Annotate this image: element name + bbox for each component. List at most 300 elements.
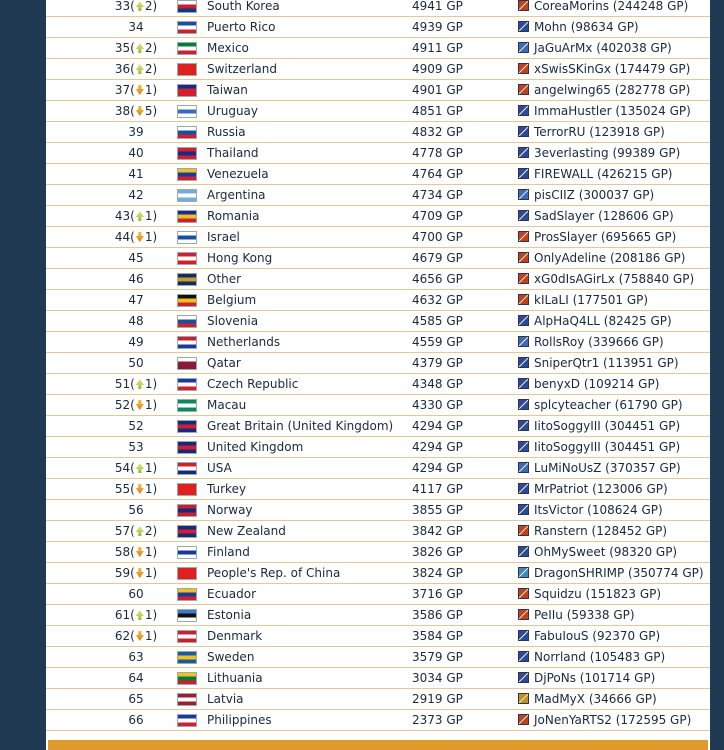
rank-down-icon bbox=[136, 631, 144, 641]
rank-cell bbox=[86, 143, 186, 163]
top-player-link[interactable]: RollsRoy (339666 GP) bbox=[534, 335, 664, 349]
top-player-link[interactable]: 3everlasting (99389 GP) bbox=[534, 146, 681, 160]
top-player-link[interactable]: MadMyX (34666 GP) bbox=[534, 692, 657, 706]
rank-number: 46 bbox=[128, 272, 144, 286]
table-row bbox=[46, 542, 710, 563]
rank-number: 65 bbox=[128, 692, 144, 706]
table-row bbox=[46, 374, 710, 395]
country-name[interactable]: People's Rep. of China bbox=[207, 566, 341, 580]
rank-cell bbox=[86, 164, 186, 184]
country-gp: 4909 GP bbox=[412, 62, 463, 76]
country-flag-icon bbox=[177, 84, 197, 97]
rank-change: 1 bbox=[144, 566, 153, 580]
top-player-link[interactable]: OhMySweet (98320 GP) bbox=[534, 545, 678, 559]
country-name[interactable]: Norway bbox=[207, 503, 253, 517]
rank-cell bbox=[86, 584, 186, 604]
country-name[interactable]: Great Britain (United Kingdom) bbox=[207, 419, 394, 433]
country-flag-icon bbox=[177, 210, 197, 223]
rank-up-icon bbox=[136, 526, 144, 536]
country-name[interactable]: USA bbox=[207, 461, 232, 475]
rank-cell: 33( 2) bbox=[114, 0, 158, 13]
rank-cell bbox=[86, 17, 186, 37]
top-player-link[interactable]: JaGuArMx (402038 GP) bbox=[534, 41, 672, 55]
player-rank-icon bbox=[518, 0, 529, 11]
country-name[interactable]: Latvia bbox=[207, 692, 244, 706]
table-row bbox=[46, 479, 710, 500]
rank-down-icon bbox=[136, 232, 144, 242]
rank-number: 40 bbox=[128, 146, 144, 160]
rank-change: 1 bbox=[144, 461, 153, 475]
rank-number: 52 bbox=[114, 398, 131, 412]
rank-cell: 44( 1) bbox=[114, 230, 158, 244]
rank-number: 49 bbox=[128, 335, 144, 349]
country-gp: 3842 GP bbox=[412, 524, 463, 538]
table-row bbox=[46, 647, 710, 668]
rank-cell bbox=[86, 689, 186, 709]
country-flag-icon bbox=[177, 630, 197, 643]
rank-cell: 54( 1) bbox=[114, 461, 158, 475]
top-player-link[interactable]: ProsSlayer (695665 GP) bbox=[534, 230, 677, 244]
rank-number: 51 bbox=[114, 377, 131, 391]
rank-down-icon bbox=[136, 106, 144, 116]
rank-change: 2 bbox=[144, 62, 153, 76]
rank-number: 59 bbox=[114, 566, 131, 580]
country-gp: 3824 GP bbox=[412, 566, 463, 580]
country-gp: 4294 GP bbox=[412, 461, 463, 475]
rank-cell bbox=[86, 710, 186, 730]
top-player-link[interactable]: SniperQtr1 (113951 GP) bbox=[534, 356, 679, 370]
table-row bbox=[46, 458, 710, 479]
table-row bbox=[46, 353, 710, 374]
country-name[interactable]: Switzerland bbox=[207, 62, 277, 76]
rank-cell bbox=[86, 647, 186, 667]
country-gp: 4939 GP bbox=[412, 20, 463, 34]
rank-number: 47 bbox=[128, 293, 144, 307]
player-rank-icon bbox=[518, 168, 529, 179]
player-rank-icon bbox=[518, 525, 529, 536]
country-gp: 4330 GP bbox=[412, 398, 463, 412]
rank-up-icon bbox=[136, 379, 144, 389]
country-name[interactable]: Lithuania bbox=[207, 671, 263, 685]
country-gp: 4764 GP bbox=[412, 167, 463, 181]
country-name[interactable]: Venezuela bbox=[207, 167, 269, 181]
country-name[interactable]: Qatar bbox=[207, 356, 241, 370]
rank-change: 1 bbox=[144, 398, 153, 412]
table-row bbox=[46, 38, 710, 59]
country-gp: 3716 GP bbox=[412, 587, 463, 601]
rank-down-icon bbox=[136, 400, 144, 410]
country-flag-icon bbox=[177, 714, 197, 727]
rank-down-icon bbox=[136, 484, 144, 494]
country-name[interactable]: Russia bbox=[207, 125, 246, 139]
table-row bbox=[46, 500, 710, 521]
table-row bbox=[46, 626, 710, 647]
rank-up-icon bbox=[136, 64, 144, 74]
country-name[interactable]: New Zealand bbox=[207, 524, 286, 538]
country-flag-icon bbox=[177, 588, 197, 601]
country-flag-icon bbox=[177, 105, 197, 118]
rank-cell bbox=[86, 353, 186, 373]
country-name[interactable]: Belgium bbox=[207, 293, 257, 307]
country-gp: 4379 GP bbox=[412, 356, 463, 370]
country-flag-icon bbox=[177, 483, 197, 496]
rankings-list bbox=[46, 0, 710, 731]
country-gp: 4851 GP bbox=[412, 104, 463, 118]
country-flag-icon bbox=[177, 567, 197, 580]
rank-cell: 55( 1) bbox=[114, 482, 158, 496]
table-row bbox=[46, 80, 710, 101]
country-flag-icon bbox=[177, 609, 197, 622]
country-gp: 3584 GP bbox=[412, 629, 463, 643]
country-name[interactable]: Sweden bbox=[207, 650, 255, 664]
rank-up-icon bbox=[136, 463, 144, 473]
country-gp: 4911 GP bbox=[412, 41, 463, 55]
country-name[interactable]: Uruguay bbox=[207, 104, 258, 118]
country-name[interactable]: Mexico bbox=[207, 41, 249, 55]
rank-change: 2 bbox=[144, 524, 153, 538]
country-flag-icon bbox=[177, 651, 197, 664]
rank-cell: 36( 2) bbox=[114, 62, 158, 76]
rank-number: 56 bbox=[128, 503, 144, 517]
rank-number: 39 bbox=[128, 125, 144, 139]
rank-cell bbox=[86, 500, 186, 520]
player-rank-icon bbox=[518, 567, 529, 578]
top-player-link[interactable]: PeIIu (59338 GP) bbox=[534, 608, 635, 622]
rank-number: 41 bbox=[128, 167, 144, 181]
table-row bbox=[46, 122, 710, 143]
top-player-link[interactable]: SadSlayer (128606 GP) bbox=[534, 209, 674, 223]
country-flag-icon bbox=[177, 42, 197, 55]
country-flag-icon bbox=[177, 546, 197, 559]
table-row bbox=[46, 416, 710, 437]
rank-change: 1 bbox=[144, 608, 153, 622]
country-gp: 4901 GP bbox=[412, 83, 463, 97]
country-name[interactable]: Denmark bbox=[207, 629, 263, 643]
rank-cell bbox=[86, 437, 186, 457]
country-gp: 4679 GP bbox=[412, 251, 463, 265]
rank-change: 2 bbox=[144, 0, 153, 13]
table-row bbox=[46, 521, 710, 542]
player-rank-icon bbox=[518, 231, 529, 242]
country-flag-icon bbox=[177, 672, 197, 685]
country-flag-icon bbox=[177, 168, 197, 181]
rank-change: 1 bbox=[144, 230, 153, 244]
top-player-link[interactable]: IitoSoggyIII (304451 GP) bbox=[534, 419, 681, 433]
rank-number: 52 bbox=[128, 419, 144, 433]
country-flag-icon bbox=[177, 126, 197, 139]
country-gp: 4348 GP bbox=[412, 377, 463, 391]
rank-cell bbox=[86, 311, 186, 331]
country-name[interactable]: South Korea bbox=[207, 0, 280, 13]
footer-bar bbox=[48, 740, 708, 750]
country-name[interactable]: Philippines bbox=[207, 713, 272, 727]
rank-cell: 43( 1) bbox=[114, 209, 158, 223]
player-rank-icon bbox=[518, 651, 529, 662]
country-gp: 4734 GP bbox=[412, 188, 463, 202]
rank-number: 33 bbox=[114, 0, 131, 13]
country-gp: 4778 GP bbox=[412, 146, 463, 160]
top-player-link[interactable]: CoreaMorins (244248 GP) bbox=[534, 0, 689, 13]
table-row bbox=[46, 101, 710, 122]
country-gp: 4656 GP bbox=[412, 272, 463, 286]
country-flag-icon bbox=[177, 231, 197, 244]
rank-number: 62 bbox=[114, 629, 131, 643]
country-name[interactable]: Estonia bbox=[207, 608, 252, 622]
country-gp: 4559 GP bbox=[412, 335, 463, 349]
rank-change: 2 bbox=[144, 41, 153, 55]
top-player-link[interactable]: Squidzu (151823 GP) bbox=[534, 587, 662, 601]
table-row bbox=[46, 605, 710, 626]
rank-number: 64 bbox=[128, 671, 144, 685]
table-row bbox=[46, 143, 710, 164]
rankings-panel bbox=[46, 0, 710, 750]
rank-cell bbox=[86, 269, 186, 289]
table-row bbox=[46, 710, 710, 731]
rank-number: 61 bbox=[114, 608, 131, 622]
table-row bbox=[46, 59, 710, 80]
country-flag-icon bbox=[177, 315, 197, 328]
table-row bbox=[46, 269, 710, 290]
country-flag-icon bbox=[177, 0, 197, 13]
country-flag-icon bbox=[177, 462, 197, 475]
country-flag-icon bbox=[177, 525, 197, 538]
player-rank-icon bbox=[518, 483, 529, 494]
player-rank-icon bbox=[518, 252, 529, 263]
country-flag-icon bbox=[177, 378, 197, 391]
country-name[interactable]: Puerto Rico bbox=[207, 20, 276, 34]
rank-up-icon bbox=[136, 211, 144, 221]
rank-number: 66 bbox=[128, 713, 144, 727]
player-rank-icon bbox=[518, 126, 529, 137]
country-flag-icon bbox=[177, 252, 197, 265]
rank-cell bbox=[86, 290, 186, 310]
rank-cell bbox=[86, 248, 186, 268]
top-player-link[interactable]: kILaLI (177501 GP) bbox=[534, 293, 649, 307]
table-row bbox=[46, 17, 710, 38]
player-rank-icon bbox=[518, 336, 529, 347]
player-rank-icon bbox=[518, 441, 529, 452]
rank-number: 44 bbox=[114, 230, 131, 244]
top-player-link[interactable]: FIREWALL (426215 GP) bbox=[534, 167, 673, 181]
top-player-link[interactable]: splcyteacher (61790 GP) bbox=[534, 398, 683, 412]
country-name[interactable]: Argentina bbox=[207, 188, 266, 202]
rank-number: 55 bbox=[114, 482, 131, 496]
player-rank-icon bbox=[518, 693, 529, 704]
rank-down-icon bbox=[136, 85, 144, 95]
country-name[interactable]: Macau bbox=[207, 398, 247, 412]
rank-number: 34 bbox=[128, 20, 144, 34]
country-name[interactable]: Turkey bbox=[207, 482, 247, 496]
top-player-link[interactable]: FabuIouS (92370 GP) bbox=[534, 629, 661, 643]
table-row bbox=[46, 437, 710, 458]
country-gp: 3579 GP bbox=[412, 650, 463, 664]
rank-change: 1 bbox=[144, 545, 153, 559]
table-row bbox=[46, 290, 710, 311]
country-name[interactable]: Other bbox=[207, 272, 242, 286]
country-name[interactable]: Finland bbox=[207, 545, 250, 559]
rank-number: 42 bbox=[128, 188, 144, 202]
top-player-link[interactable]: benyxD (109214 GP) bbox=[534, 377, 660, 391]
rank-number: 54 bbox=[114, 461, 131, 475]
country-gp: 4700 GP bbox=[412, 230, 463, 244]
rank-number: 57 bbox=[114, 524, 131, 538]
player-rank-icon bbox=[518, 105, 529, 116]
rank-number: 53 bbox=[128, 440, 144, 454]
country-gp: 3034 GP bbox=[412, 671, 463, 685]
player-rank-icon bbox=[518, 357, 529, 368]
player-rank-icon bbox=[518, 399, 529, 410]
table-row bbox=[46, 332, 710, 353]
top-player-link[interactable]: angelwing65 (282778 GP) bbox=[534, 83, 691, 97]
table-row bbox=[46, 185, 710, 206]
country-gp: 3826 GP bbox=[412, 545, 463, 559]
top-player-link[interactable]: IitoSoggyIII (304451 GP) bbox=[534, 440, 681, 454]
rank-cell bbox=[86, 668, 186, 688]
top-player-link[interactable]: JoNenYaRTS2 (172595 GP) bbox=[534, 713, 692, 727]
player-rank-icon bbox=[518, 84, 529, 95]
country-name[interactable]: United Kingdom bbox=[207, 440, 304, 454]
country-gp: 3586 GP bbox=[412, 608, 463, 622]
country-name[interactable]: Czech Republic bbox=[207, 377, 299, 391]
rank-cell: 59( 1) bbox=[114, 566, 158, 580]
player-rank-icon bbox=[518, 378, 529, 389]
top-player-link[interactable]: pisCIIZ (300037 GP) bbox=[534, 188, 655, 202]
top-player-link[interactable]: LuMiNoUsZ (370357 GP) bbox=[534, 461, 681, 475]
top-player-link[interactable]: ItsVictor (108624 GP) bbox=[534, 503, 663, 517]
rank-change: 1 bbox=[144, 377, 153, 391]
player-rank-icon bbox=[518, 210, 529, 221]
player-rank-icon bbox=[518, 315, 529, 326]
top-player-link[interactable]: Norrland (105483 GP) bbox=[534, 650, 666, 664]
rank-cell: 37( 1) bbox=[114, 83, 158, 97]
rank-up-icon bbox=[136, 1, 144, 11]
country-name[interactable]: Thailand bbox=[207, 146, 259, 160]
country-flag-icon bbox=[177, 420, 197, 433]
top-player-link[interactable]: MrPatriot (123006 GP) bbox=[534, 482, 668, 496]
top-player-link[interactable]: DjPoNs (101714 GP) bbox=[534, 671, 656, 685]
table-row bbox=[46, 0, 710, 17]
rank-cell bbox=[86, 416, 186, 436]
table-row bbox=[46, 395, 710, 416]
rank-number: 35 bbox=[114, 41, 131, 55]
player-rank-icon bbox=[518, 609, 529, 620]
player-rank-icon bbox=[518, 189, 529, 200]
rank-number: 38 bbox=[114, 104, 131, 118]
country-gp: 4294 GP bbox=[412, 440, 463, 454]
country-gp: 4632 GP bbox=[412, 293, 463, 307]
top-player-link[interactable]: OnlyAdeline (208186 GP) bbox=[534, 251, 686, 265]
country-flag-icon bbox=[177, 504, 197, 517]
player-rank-icon bbox=[518, 42, 529, 53]
player-rank-icon bbox=[518, 21, 529, 32]
country-flag-icon bbox=[177, 336, 197, 349]
rank-number: 48 bbox=[128, 314, 144, 328]
country-gp: 3855 GP bbox=[412, 503, 463, 517]
country-flag-icon bbox=[177, 357, 197, 370]
country-flag-icon bbox=[177, 63, 197, 76]
rank-change: 1 bbox=[144, 482, 153, 496]
top-player-link[interactable]: DragonSHRIMP (350774 GP) bbox=[534, 566, 704, 580]
top-player-link[interactable]: Ranstern (128452 GP) bbox=[534, 524, 668, 538]
country-gp: 4941 GP bbox=[412, 0, 463, 13]
country-name[interactable]: Slovenia bbox=[207, 314, 259, 328]
country-name[interactable]: Hong Kong bbox=[207, 251, 273, 265]
rank-number: 45 bbox=[128, 251, 144, 265]
country-flag-icon bbox=[177, 693, 197, 706]
country-name[interactable]: Ecuador bbox=[207, 587, 257, 601]
player-rank-icon bbox=[518, 714, 529, 725]
top-player-link[interactable]: TerrorRU (123918 GP) bbox=[534, 125, 665, 139]
country-flag-icon bbox=[177, 399, 197, 412]
top-player-link[interactable]: xG0dIsAGirLx (758840 GP) bbox=[534, 272, 695, 286]
rank-down-icon bbox=[136, 547, 144, 557]
rank-number: 37 bbox=[114, 83, 131, 97]
rank-number: 60 bbox=[128, 587, 144, 601]
country-gp: 4294 GP bbox=[412, 419, 463, 433]
rank-cell: 51( 1) bbox=[114, 377, 158, 391]
country-flag-icon bbox=[177, 273, 197, 286]
rank-cell: 35( 2) bbox=[114, 41, 158, 55]
player-rank-icon bbox=[518, 63, 529, 74]
rank-number: 43 bbox=[114, 209, 131, 223]
rank-cell bbox=[86, 122, 186, 142]
rank-cell: 57( 2) bbox=[114, 524, 158, 538]
country-flag-icon bbox=[177, 441, 197, 454]
table-row bbox=[46, 227, 710, 248]
country-gp: 2919 GP bbox=[412, 692, 463, 706]
player-rank-icon bbox=[518, 630, 529, 641]
country-name[interactable]: Romania bbox=[207, 209, 260, 223]
rank-change: 5 bbox=[144, 104, 153, 118]
rank-up-icon bbox=[136, 43, 144, 53]
rank-down-icon bbox=[136, 568, 144, 578]
rank-change: 1 bbox=[144, 629, 153, 643]
player-rank-icon bbox=[518, 672, 529, 683]
country-flag-icon bbox=[177, 21, 197, 34]
rank-cell bbox=[86, 185, 186, 205]
player-rank-icon bbox=[518, 294, 529, 305]
table-row bbox=[46, 584, 710, 605]
rank-cell: 61( 1) bbox=[114, 608, 158, 622]
top-player-link[interactable]: Mohn (98634 GP) bbox=[534, 20, 639, 34]
rank-cell: 62( 1) bbox=[114, 629, 158, 643]
table-row bbox=[46, 311, 710, 332]
rank-number: 63 bbox=[128, 650, 144, 664]
top-player-link[interactable]: AlpHaQ4LL (82425 GP) bbox=[534, 314, 672, 328]
table-row bbox=[46, 206, 710, 227]
rank-number: 58 bbox=[114, 545, 131, 559]
country-name[interactable]: Netherlands bbox=[207, 335, 281, 349]
player-rank-icon bbox=[518, 504, 529, 515]
country-gp: 4585 GP bbox=[412, 314, 463, 328]
country-name[interactable]: Taiwan bbox=[207, 83, 248, 97]
country-flag-icon bbox=[177, 294, 197, 307]
country-name[interactable]: Israel bbox=[207, 230, 240, 244]
top-player-link[interactable]: xSwisSKinGx (174479 GP) bbox=[534, 62, 691, 76]
player-rank-icon bbox=[518, 420, 529, 431]
top-player-link[interactable]: ImmaHustler (135024 GP) bbox=[534, 104, 691, 118]
player-rank-icon bbox=[518, 462, 529, 473]
rank-cell: 38( 5) bbox=[114, 104, 158, 118]
country-flag-icon bbox=[177, 189, 197, 202]
rank-number: 50 bbox=[128, 356, 144, 370]
country-flag-icon bbox=[177, 147, 197, 160]
table-row bbox=[46, 248, 710, 269]
table-row bbox=[46, 668, 710, 689]
country-gp: 4832 GP bbox=[412, 125, 463, 139]
rank-change: 1 bbox=[144, 83, 153, 97]
player-rank-icon bbox=[518, 588, 529, 599]
